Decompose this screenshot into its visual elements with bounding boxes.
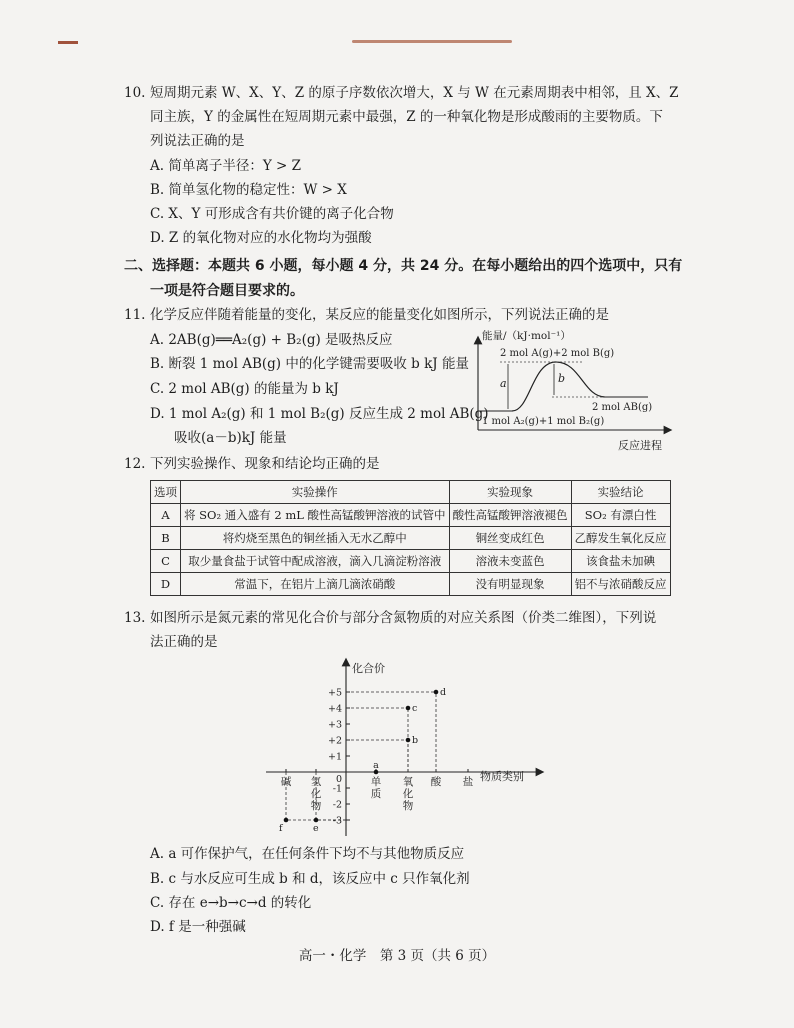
energy-a-label: a [500,377,507,390]
section-heading: 二、选择题：本题共 6 小题，每小题 4 分，共 24 分。在每小题给出的四个选项中，只有 [124,258,683,274]
point-e [314,818,319,823]
table-cell: D [151,573,181,596]
option-a: A. a 可作保护气，在任何条件下均不与其他物质反应 [150,846,465,862]
y-tick-label: +1 [327,751,342,763]
question-stem: 同主族，Y 的金属性在短周期元素中最强，Z 的一种氧化物是形成酸雨的主要物质。下 [150,109,663,125]
chart-y-title: 化合价 [352,662,385,675]
option-d-continued: 吸收(a－b)kJ 能量 [174,430,287,446]
product-label: 2 mol AB(g) [592,402,653,413]
column-header: 实验现象 [449,481,571,504]
table-cell: 乙醇发生氧化反应 [571,527,670,550]
valence-class-chart [260,656,550,838]
table-row [151,527,671,550]
y-tick-label: +4 [327,703,342,715]
point-c [406,706,411,711]
table-row [151,504,671,527]
table-cell: 该食盐未加碘 [571,550,670,573]
table-cell: 常温下，在铝片上滴几滴浓硝酸 [181,573,450,596]
section-heading: 一项是符合题目要求的。 [150,283,304,299]
option-b: B. 断裂 1 mol AB(g) 中的化学键需要吸收 b kJ 能量 [150,356,469,372]
category-label: 氢化物 [310,776,322,812]
table-row [151,550,671,573]
chart-x-title: 物质类别 [480,770,524,783]
option-c: C. 存在 e→b→c→d 的转化 [150,895,312,911]
y-tick-label: +2 [327,735,342,747]
table-cell: 酸性高锰酸钾溶液褪色 [449,504,571,527]
y-tick-label: -3 [332,815,342,827]
table-cell: 将 SO₂ 通入盛有 2 mL 酸性高锰酸钾溶液的试管中 [181,504,450,527]
scan-mark [58,41,78,44]
table-cell: B [151,527,181,550]
option-c: C. X、Y 可形成含有共价键的离子化合物 [150,206,394,222]
point-f [284,818,289,823]
question-number: 12. [124,456,146,472]
point-d [434,690,439,695]
question-stem: 法正确的是 [150,634,218,650]
y-tick-label: -2 [332,799,342,811]
option-b: B. 简单氢化物的稳定性：W > X [150,182,347,198]
point-b [406,738,411,743]
table-cell: 取少量食盐于试管中配成溶液，滴入几滴淀粉溶液 [181,550,450,573]
option-a: A. 2AB(g)══A₂(g) + B₂(g) 是吸热反应 [150,332,393,348]
category-label: 碱 [280,776,292,788]
reactant-label: 1 mol A₂(g)+1 mol B₂(g) [482,416,605,427]
y-tick-label: -1 [332,783,342,795]
page-footer: 高一・化学 第 3 页（共 6 页） [298,948,496,964]
category-label: 酸 [430,776,442,788]
table-cell: 铜丝变成红色 [449,527,571,550]
energy-b-label: b [558,372,566,385]
table-cell: C [151,550,181,573]
column-header: 实验操作 [181,481,450,504]
question-stem: 列说法正确的是 [150,133,245,149]
category-label: 氧化物 [402,776,414,812]
question-stem: 短周期元素 W、X、Y、Z 的原子序数依次增大，X 与 W 在元素周期表中相邻，且 X、Z [150,85,679,101]
energy-diagram [470,326,680,454]
point-label: e [313,823,319,834]
question-stem: 下列实验操作、现象和结论均正确的是 [150,456,380,472]
option-a: A. 简单离子半径：Y > Z [150,158,302,174]
point-label: c [412,703,418,714]
peak-label: 2 mol A(g)+2 mol B(g) [500,348,615,359]
reaction-progress-label: 反应进程 [618,439,662,452]
table-cell: 没有明显现象 [449,573,571,596]
column-header: 实验结论 [571,481,670,504]
y-tick-label: +5 [327,687,342,699]
option-b: B. c 与水反应可生成 b 和 d，该反应中 c 只作氧化剂 [150,871,470,887]
option-d: D. f 是一种强碱 [150,919,246,935]
experiment-table [150,480,671,596]
table-cell: 铝不与浓硝酸反应 [571,573,670,596]
question-number: 13. [124,610,146,626]
question-stem: 化学反应伴随着能量的变化，某反应的能量变化如图所示，下列说法正确的是 [150,307,609,323]
table-header-row [151,481,671,504]
question-number: 11. [124,307,146,323]
scan-mark [352,40,512,43]
energy-axis-label: 能量/（kJ·mol⁻¹） [482,330,571,342]
table-cell: 将灼烧至黑色的铜丝插入无水乙醇中 [181,527,450,550]
option-c: C. 2 mol AB(g) 的能量为 b kJ [150,381,339,397]
table-cell: 溶液未变蓝色 [449,550,571,573]
table-cell: A [151,504,181,527]
option-d: D. Z 的氧化物对应的水化物均为强酸 [150,230,372,246]
y-tick-label: 0 [335,774,342,785]
question-number: 10. [124,85,146,101]
category-label: 单质 [370,776,382,800]
column-header: 选项 [151,481,181,504]
option-d: D. 1 mol A₂(g) 和 1 mol B₂(g) 反应生成 2 mol AB(g) [150,406,489,422]
point-label: b [412,735,419,746]
table-row [151,573,671,596]
table-cell: SO₂ 有漂白性 [571,504,670,527]
point-label: d [440,687,447,698]
point-label: f [279,823,283,834]
y-tick-label: +3 [327,719,342,731]
category-label: 盐 [462,776,474,788]
question-stem: 如图所示是氮元素的常见化合价与部分含氮物质的对应关系图（价类二维图），下列说 [150,610,657,626]
point-label: a [373,760,379,771]
